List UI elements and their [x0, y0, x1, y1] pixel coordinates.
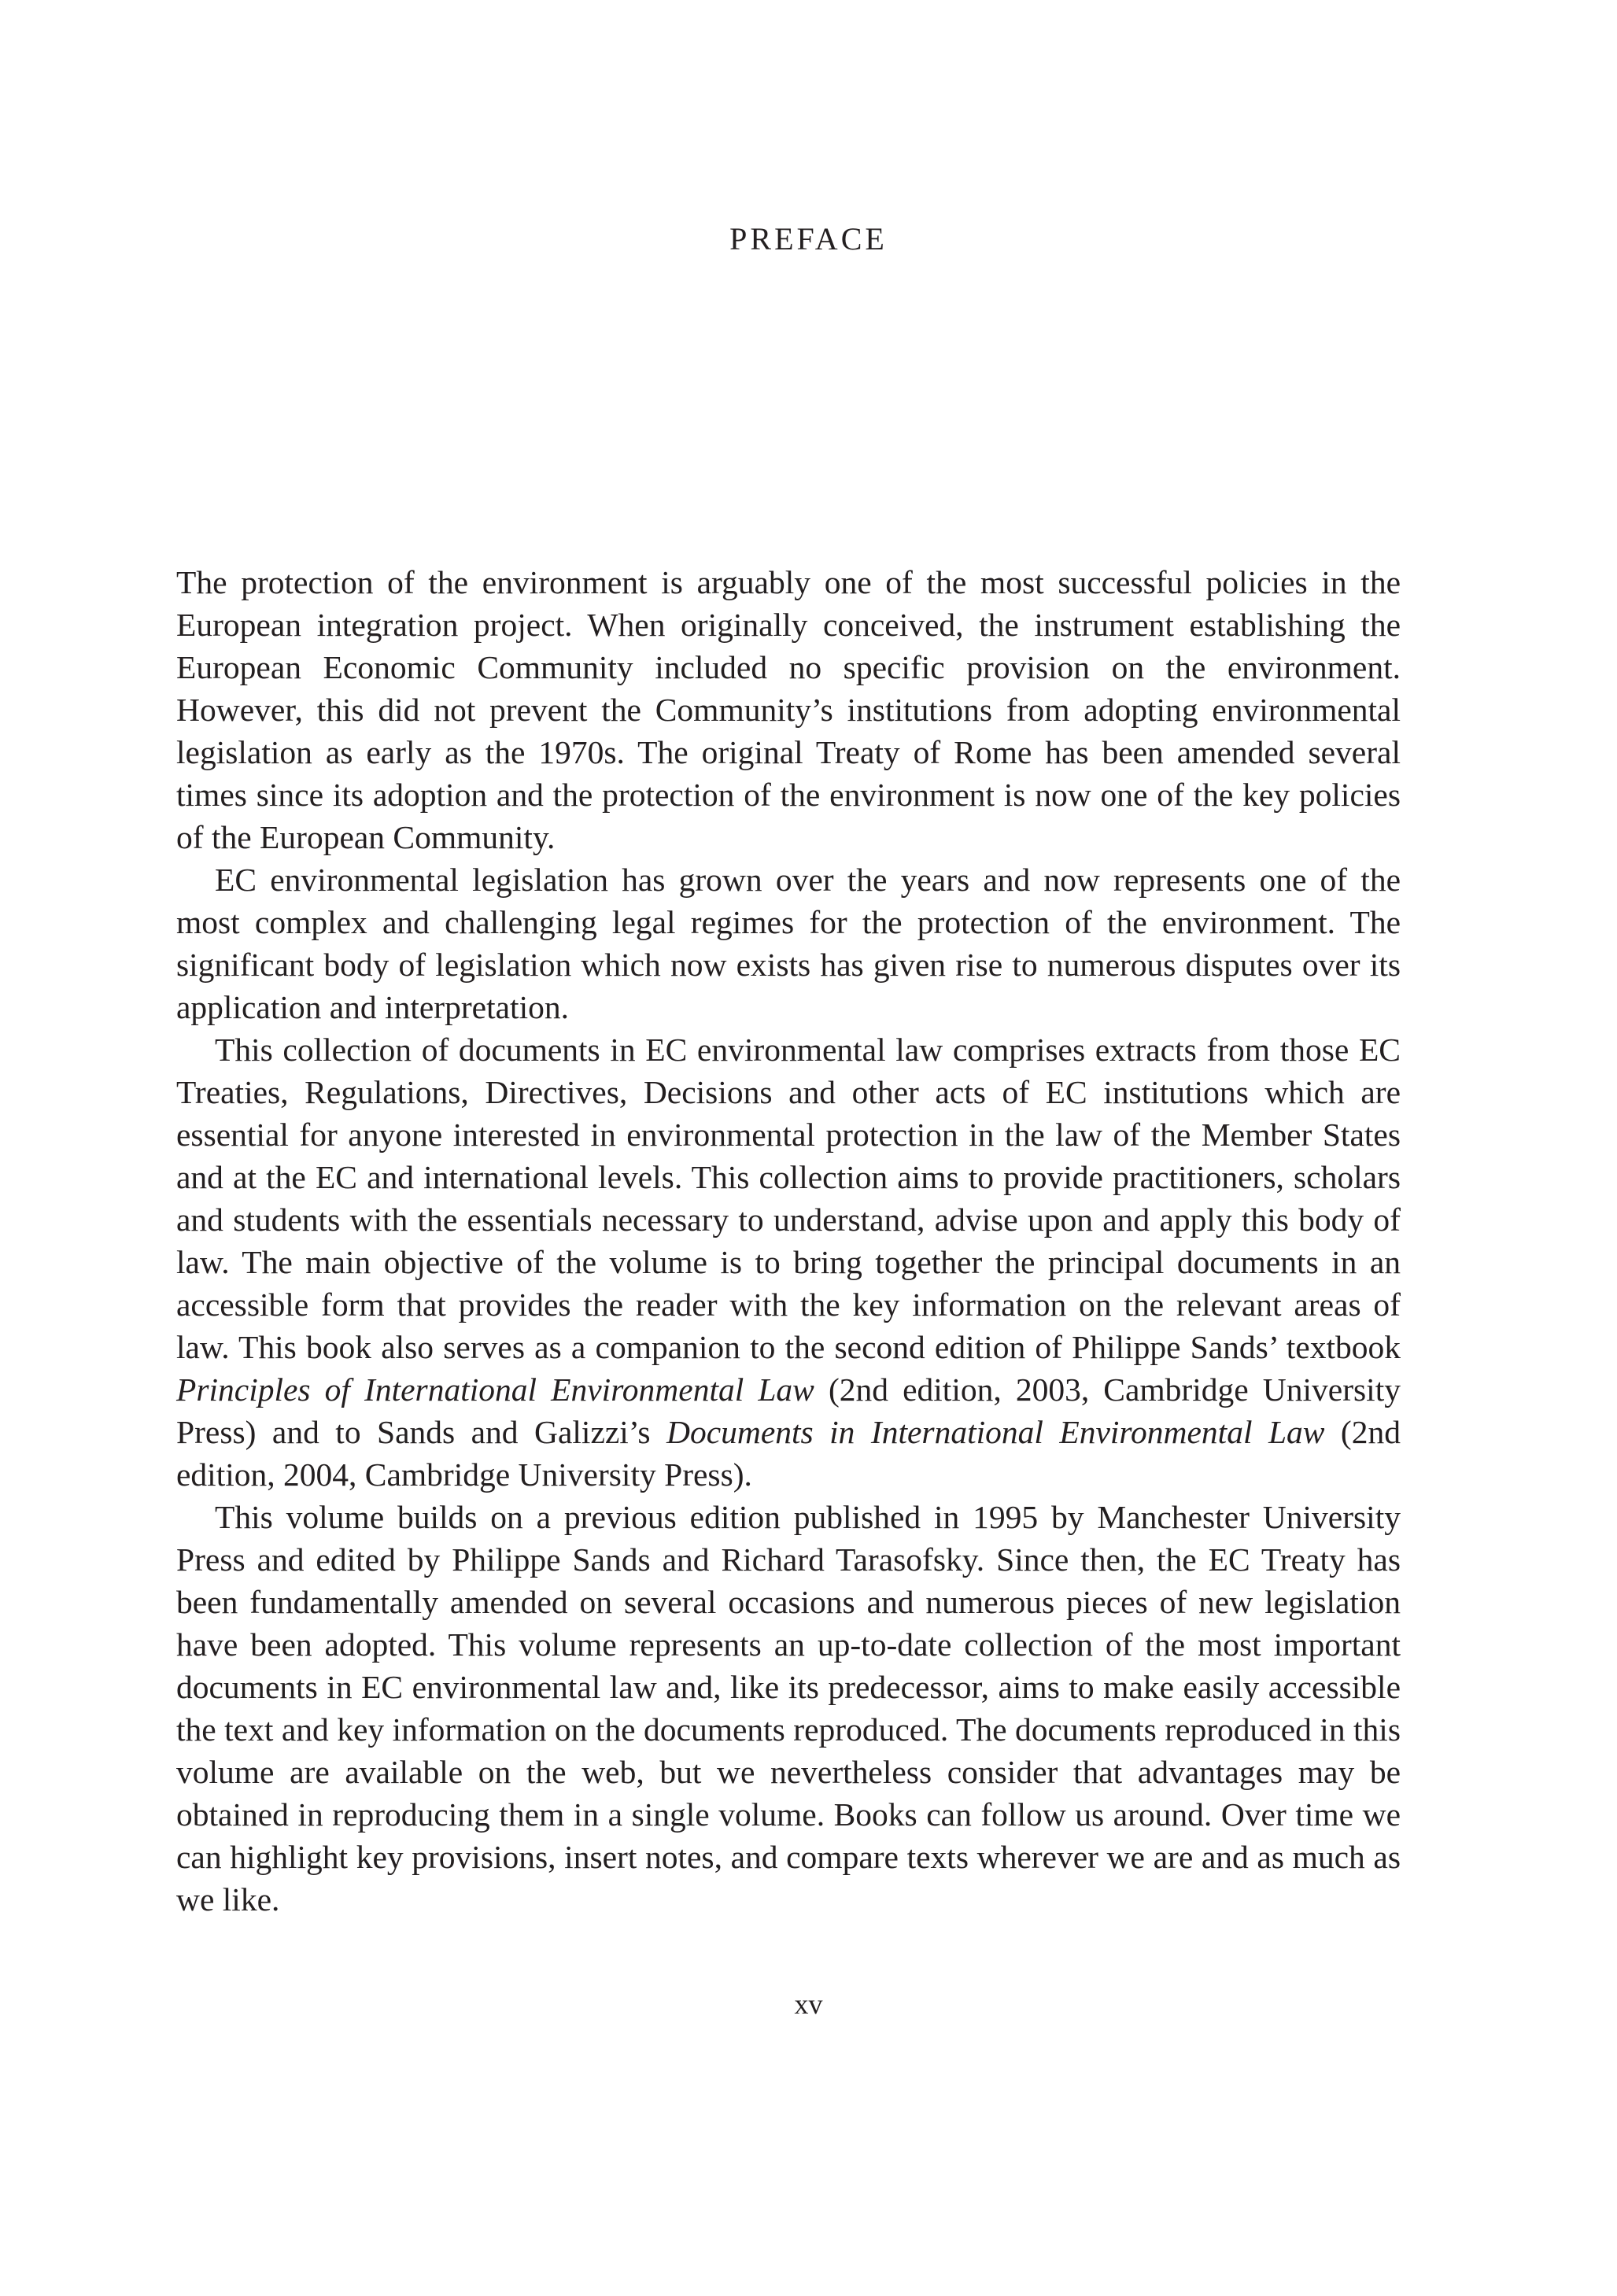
page-number: xv [794, 1988, 823, 2020]
book-title-principles: Principles of International Environmental Law [176, 1371, 814, 1408]
paragraph-4: This volume builds on a previous edition published in 1995 by Manchester University Press and edited by Philippe Sands and Richard Tarasofsky. Since then, the EC Treaty has been fundamentally amended on several occasions and numerous pieces of new legislation have been adopted. This volume represents an up-to-date collection of the most important documents in EC environmental law and, like its predecessor, aims to make easily accessible the text and key information on the documents reproduced. The documents reproduced in this volume are available on the web, but we nevertheless consider that advantages may be obtained in reproducing them in a single volume. Books can follow us around. Over time we can highlight key provisions, insert notes, and compare texts wherever we are and as much as we like. [176, 1499, 1401, 1918]
paragraph-3-text-b: (2nd edition, 2003, Cambridge University Press) and to Sands and Galizzi’s [176, 1371, 1401, 1450]
paragraph-1: The protection of the environment is arguably one of the most successful policies in the European integration project. When originally conceived, the instrument establishing the European Economic Community included no specific provision on the environment. However, this did not prevent the Community’s institutions from adopting environmental legislation as early as the 1970s. The original Treaty of Rome has been amended several times since its adoption and the protection of the environment is now one of the key policies of the European Community. [176, 564, 1401, 855]
book-title-documents: Documents in International Environmental Law [666, 1414, 1325, 1450]
paragraph-3-text-c: (2nd edition, 2004, Cambridge University Press). [176, 1414, 1401, 1493]
body-text [176, 561, 1401, 1921]
paragraph-3-text-a: This collection of documents in EC environmental law comprises extracts from those EC Treaties, Regulations, Directives, Decisions and other acts of EC institutions which are essential for anyone interested in environmental protection in the law of the Member States and at the EC and international levels. This collection aims to provide practitioners, scholars and students with the essentials necessary to understand, advise upon and apply this body of law. The main objective of the volume is to bring together the principal documents in an accessible form that provides the reader with the key information on the relevant areas of law. This book also serves as a companion to the second edition of Philippe Sands’ textbook [176, 1032, 1401, 1365]
page-title: PREFACE [729, 221, 888, 257]
paragraph-2: EC environmental legislation has grown over the years and now represents one of the most complex and challenging legal regimes for the protection of the environment. The significant body of legislation which now exists has given rise to numerous disputes over its application and interpretation. [176, 862, 1401, 1025]
paragraph-3 [176, 1028, 1401, 1496]
